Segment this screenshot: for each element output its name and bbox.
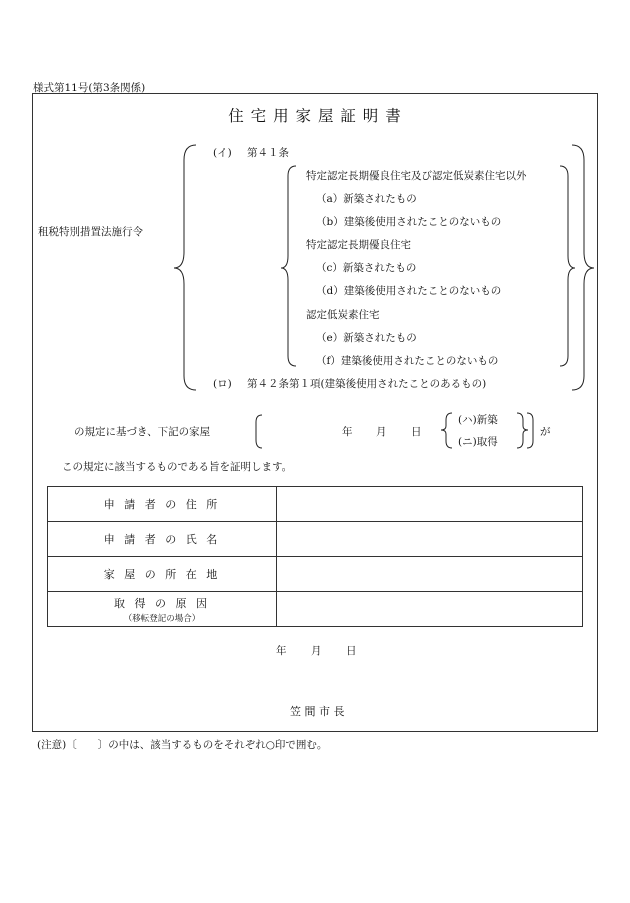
group1-option-a: （a）新築されたもの: [316, 193, 417, 205]
basis-prefix: の規定に基づき、下記の家屋: [74, 426, 211, 438]
issue-date-day: 日: [346, 645, 357, 657]
item-ro-text: 第４２条第１項(建築後使用されたことのあるもの): [247, 378, 487, 390]
group1-heading: 特定認定長期優良住宅及び認定低炭素住宅以外: [306, 170, 527, 182]
issue-date-month: 月: [311, 645, 322, 657]
issue-date-year: 年: [276, 645, 287, 657]
basis-year: 年: [342, 426, 353, 438]
form-number: 様式第11号(第3条関係): [33, 82, 146, 94]
outer-right-brace: [572, 145, 594, 390]
issuer-name: 笠 間 市 長: [290, 705, 345, 718]
table-row: [48, 487, 583, 522]
acquisition-cause-label: 取 得 の 原 因: [114, 596, 210, 610]
group3-heading: 認定低炭素住宅: [306, 309, 380, 321]
option-ni: (ニ)取得: [458, 436, 498, 448]
group2-heading: 特定認定長期優良住宅: [306, 239, 411, 251]
acquisition-cause-note: （移転登記の場合）: [123, 613, 201, 624]
certify-text: この規定に該当するものである旨を証明します。: [62, 461, 293, 473]
applicant-address-label: 申 請 者 の 住 所: [48, 487, 277, 522]
group2-option-d: （d）建築後使用されたことのないもの: [316, 285, 502, 297]
house-location-label: 家 屋 の 所 在 地: [48, 557, 277, 592]
option-right-brace: [517, 413, 528, 448]
document-title: 住 宅 用 家 屋 証 明 書: [228, 107, 402, 125]
outer-left-brace: [174, 145, 196, 390]
option-left-brace: [441, 413, 452, 448]
item-ro-marker: (ロ): [213, 378, 232, 390]
basis-suffix: が: [540, 426, 551, 438]
option-ha: (ハ)新築: [458, 414, 498, 426]
table-row: [48, 522, 583, 557]
inner-right-brace: [560, 166, 575, 366]
acquisition-cause-field[interactable]: [277, 592, 583, 627]
item-i-marker: (イ): [213, 147, 232, 159]
applicant-name-label: 申 請 者 の 氏 名: [48, 522, 277, 557]
table-row: [48, 557, 583, 592]
house-location-field[interactable]: [277, 557, 583, 592]
inner-left-brace: [281, 166, 296, 366]
group3-option-e: （e）新築されたもの: [316, 332, 417, 344]
applicant-table: [47, 486, 583, 627]
acquisition-cause-cell: [48, 592, 277, 627]
item-i-text: 第４１条: [247, 147, 289, 159]
group2-option-c: （c）新築されたもの: [316, 262, 417, 274]
group1-option-b: （b）建築後使用されたことのないもの: [316, 216, 502, 228]
basis-day: 日: [411, 426, 422, 438]
applicant-address-field[interactable]: [277, 487, 583, 522]
law-name: 租税特別措置法施行令: [38, 226, 143, 238]
basis-month: 月: [376, 426, 387, 438]
table-row: [48, 592, 583, 627]
applicant-name-field[interactable]: [277, 522, 583, 557]
date-left-bracket: [256, 415, 262, 448]
footnote: (注意)〔 〕の中は、該当するものをそれぞれ○印で囲む。: [37, 739, 328, 751]
group3-option-f: （f）建築後使用されたことのないもの: [316, 355, 499, 367]
